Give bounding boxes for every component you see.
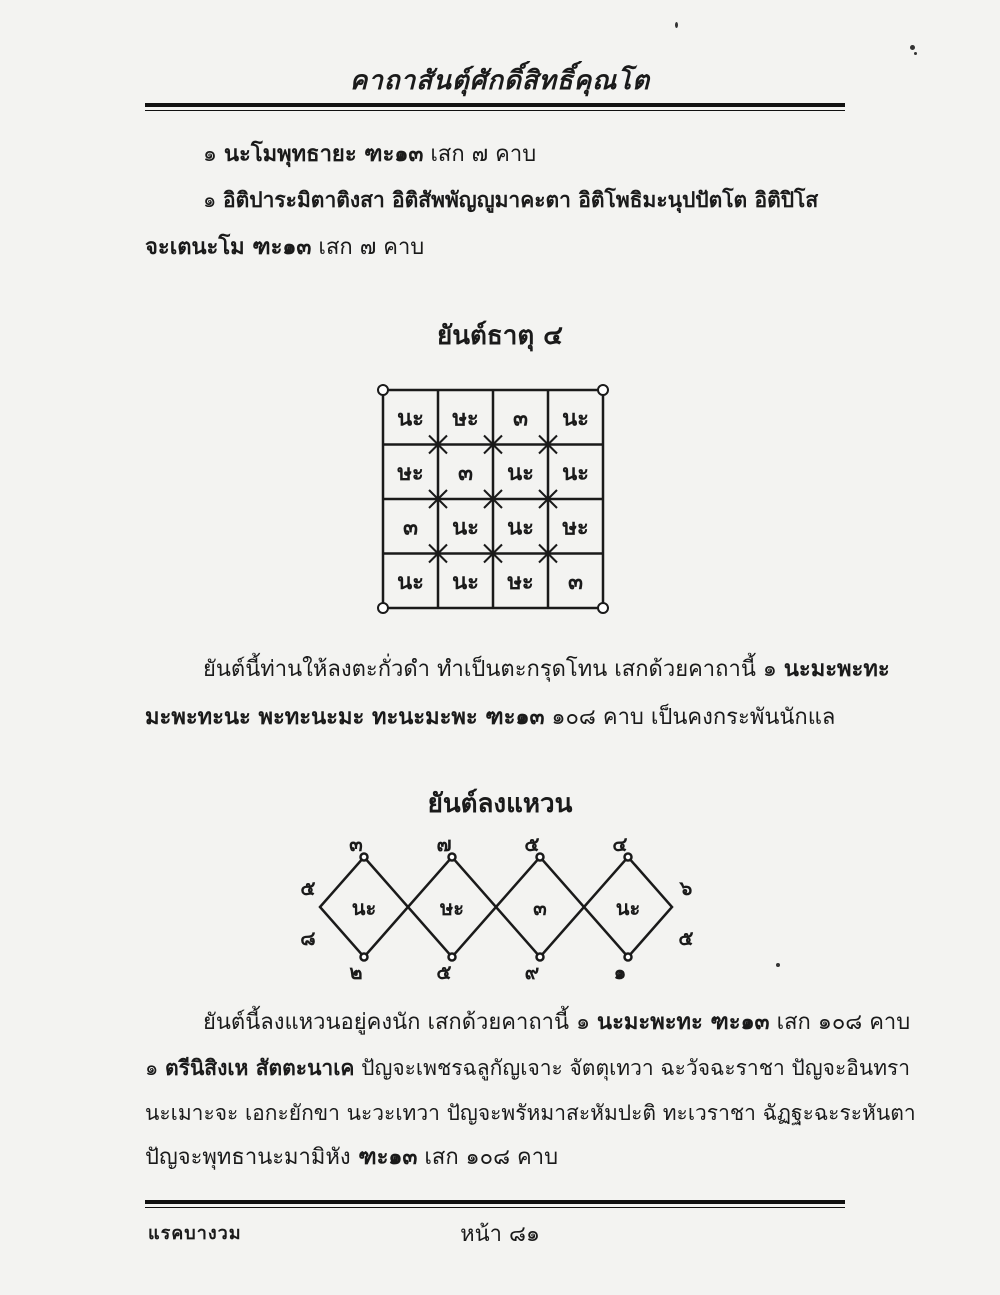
chant-line-3 xyxy=(145,233,424,263)
ring-right-bottom-number: ๕ xyxy=(678,926,694,950)
yantra-1-title: ยันต์ธาตุ ๔ xyxy=(437,321,563,351)
paragraph-3-line-2 xyxy=(145,703,835,733)
yantra-1-cell: ๓ xyxy=(567,569,584,595)
ring-center-glyph: ษะ xyxy=(440,896,464,920)
ring-top-number: ๗ xyxy=(436,835,452,856)
ring-bottom-number: ๙ xyxy=(524,960,540,984)
yantra-1-cell: นะ xyxy=(507,515,534,541)
plain-text: ปัญจะพุทธานะมามิหัง xyxy=(145,1145,351,1170)
ring-bottom-number: ๑ xyxy=(613,960,627,984)
chant-line-1 xyxy=(203,140,536,170)
speck xyxy=(914,52,917,55)
yantra-1-cell: ๓ xyxy=(512,406,529,432)
chant-bold: มะพะทะนะ พะทะนะมะ ทะนะมะพะ ฑะ๑๓ xyxy=(145,705,545,730)
ring-right-top-number: ๖ xyxy=(679,876,693,900)
header-title: คาถาสันตุ์ศักดิ์สิทธิ์คุณโต xyxy=(349,66,651,96)
yantra-1-cell: นะ xyxy=(562,460,589,486)
chant-rest: ๑๐๘ คาบ เป็นคงกระพันนักแล xyxy=(544,705,836,730)
paragraph-4-line-3: นะเมาะจะ เอกะยักขา นะวะเทวา ปัญจะพรัหมาสะหัมปะติ ทะเวราชา ฉัฏฐะฉะระหันตา xyxy=(145,1101,916,1125)
ring-top-number: ๓ xyxy=(349,835,363,856)
chant-rest: เสก ๑๐๘ คาบ xyxy=(417,1145,559,1170)
bullet: ๑ xyxy=(203,188,217,212)
chant-bold: อิติปาระมิตาติงสา อิติสัพพัญญูมาคะตา อิติโพธิมะนุปปัตโต อิติปิโส xyxy=(223,188,819,212)
speck xyxy=(776,963,780,967)
bullet: ๑ xyxy=(145,1056,159,1080)
yantra-1-cell: ๓ xyxy=(402,515,419,541)
yantra-1-cell: นะ xyxy=(452,515,479,541)
yantra-1-cell: นะ xyxy=(562,406,589,432)
ring-center-glyph: นะ xyxy=(615,896,641,920)
chant-bold: ฑะ๑๓ xyxy=(350,1145,418,1170)
chant-rest: ปัญจะเพชรฉลูกัญเจาะ จัตตุเทวา ฉะวัจฉะราชา ปัญจะอินทรา xyxy=(354,1056,911,1080)
ring-left-bottom-number: ๘ xyxy=(300,926,316,950)
plain-text: ยันต์นี้ลงแหวนอยู่คงนัก เสกด้วยคาถานี้ xyxy=(203,1010,570,1035)
paragraph-4-line-1 xyxy=(203,1008,910,1038)
paragraph-3-line-1 xyxy=(203,655,890,685)
ring-bottom-number: ๒ xyxy=(349,960,363,984)
plain-text: ยันต์นี้ท่านให้ลงตะกั่วดำ ทำเป็นตะกรุดโทน เสกด้วยคาถานี้ xyxy=(203,657,756,682)
bullet: ๑ xyxy=(203,142,217,167)
yantra-1-cell: ษะ xyxy=(397,460,424,486)
chant-line-2 xyxy=(203,185,818,215)
yantra-1-cell: ษะ xyxy=(562,515,589,541)
footer-rule-thin xyxy=(145,1207,845,1208)
chant-bold: ตรีนิสิงเห สัตตะนาเค xyxy=(165,1056,355,1080)
ring-bottom-number: ๕ xyxy=(436,960,452,984)
bullet: ๑ xyxy=(576,1010,591,1035)
paragraph-4-line-4 xyxy=(145,1143,558,1173)
yantra-1-cell: ๓ xyxy=(457,460,474,486)
chant-rest: เสก ๗ คาบ xyxy=(423,142,537,167)
yantra-1-cell: ษะ xyxy=(452,406,479,432)
yantra-1-cell: นะ xyxy=(507,460,534,486)
ring-left-top-number: ๕ xyxy=(300,876,316,900)
ring-top-number: ๕ xyxy=(524,835,540,856)
yantra-1-cell: นะ xyxy=(397,569,424,595)
speck xyxy=(910,45,915,50)
footer-rule xyxy=(145,1200,845,1204)
yantra-1-cell: ษะ xyxy=(507,569,534,595)
chant-rest: เสก ๗ คาบ xyxy=(311,235,425,260)
bullet: ๑ xyxy=(762,657,777,682)
yantra-2-diagram xyxy=(290,835,720,985)
footer-publisher: แรคบางวม xyxy=(148,1223,242,1244)
header-rule xyxy=(145,103,845,107)
ring-center-glyph: ๓ xyxy=(533,896,547,920)
chant-bold: นะมะพะทะ xyxy=(783,657,890,682)
yantra-2-title: ยันต์ลงแหวน xyxy=(427,789,573,819)
header-rule-thin xyxy=(145,110,845,111)
chant-bold: นะมะพะทะ ฑะ๑๓ xyxy=(597,1010,770,1035)
ring-top-number: ๔ xyxy=(612,835,628,856)
yantra-1-cell: นะ xyxy=(397,406,424,432)
chant-bold: นะโมพุทธายะ ฑะ๑๓ xyxy=(223,142,424,167)
chant-rest: เสก ๑๐๘ คาบ xyxy=(769,1010,911,1035)
page-number: หน้า ๘๑ xyxy=(460,1222,540,1247)
yantra-1-diagram xyxy=(370,378,620,623)
chant-bold: จะเตนะโม ฑะ๑๓ xyxy=(145,235,312,260)
paragraph-4-line-2 xyxy=(145,1053,910,1083)
yantra-1-cell: นะ xyxy=(452,569,479,595)
ring-center-glyph: นะ xyxy=(351,896,377,920)
speck xyxy=(675,22,678,28)
